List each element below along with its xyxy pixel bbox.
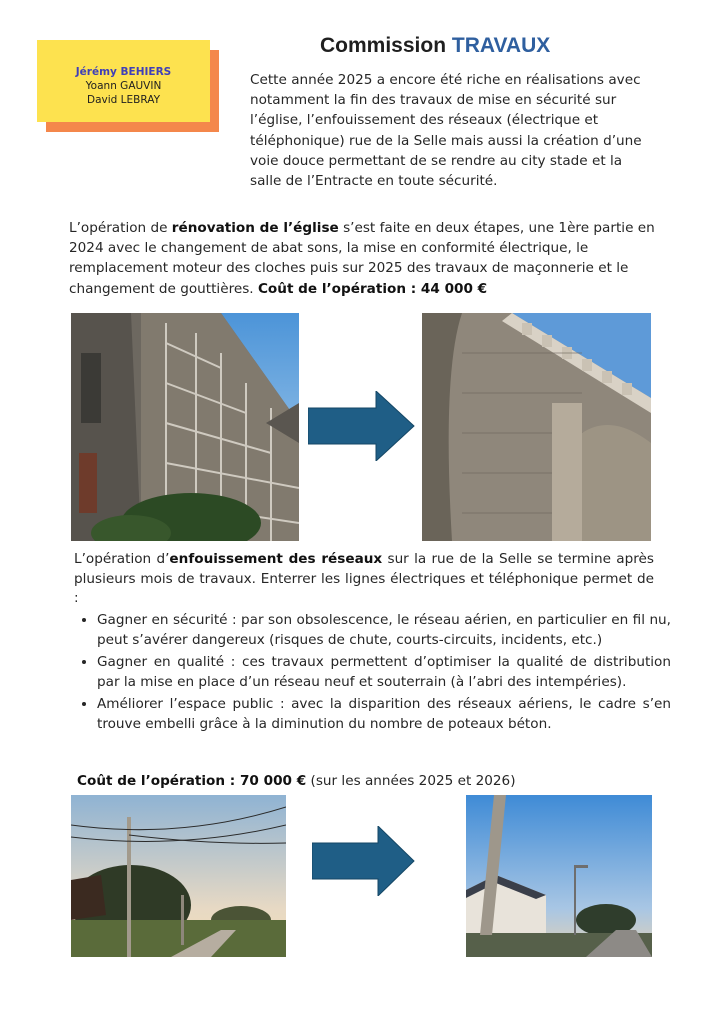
card-member-name: David LEBRAY xyxy=(87,94,160,106)
networks-cost-amount: Coût de l’opération : 70 000 € xyxy=(77,773,307,789)
church-text-start: L’opération de xyxy=(69,220,172,236)
church-highlight: rénovation de l’église xyxy=(171,220,339,236)
networks-text-start: L’opération d’ xyxy=(74,551,170,567)
arrow-right-icon xyxy=(312,826,416,896)
list-item: • Gagner en qualité : ces travaux permettent d’optimiser la qualité de distribution par la mise en place d’un réseau neuf et souterrain (à l’abri des intempéries). xyxy=(97,653,671,692)
church-after-photo xyxy=(422,313,651,541)
card-lead-name: Jérémy BEHIERS xyxy=(75,66,172,78)
networks-cost xyxy=(77,772,657,792)
networks-paragraph xyxy=(74,550,654,609)
networks-cost-note: (sur les années 2025 et 2026) xyxy=(306,773,516,789)
intro-paragraph: Cette année 2025 a encore été riche en réalisations avec notamment la fin des travaux de mise en sécurité sur l’église, l’enfouissement des réseaux (électrique et téléphonique) rue de la Selle mais aussi la création d’une voie douce permettant de se rendre au city stade et la salle de l’Entracte en toute sécurité. xyxy=(250,72,642,190)
title-prefix: Commission xyxy=(320,34,447,57)
title-accent: TRAVAUX xyxy=(451,34,551,57)
name-card xyxy=(37,40,210,122)
road-after-photo xyxy=(466,795,652,957)
church-before-photo xyxy=(71,313,299,541)
networks-highlight: enfouissement des réseaux xyxy=(169,551,383,567)
road-before-photo xyxy=(71,795,286,957)
card-member-name: Yoann GAUVIN xyxy=(85,80,162,92)
church-text-rest: s’est faite en deux étapes, une 1ère partie en 2024 avec le changement de abat sons, la mise en conformité électrique, le remplacement moteur des cloches puis sur 2025 des travaux de maçonnerie et le changement de gouttières. xyxy=(69,220,655,297)
church-paragraph xyxy=(69,218,657,299)
benefits-list xyxy=(80,611,671,738)
list-item: • Améliorer l’espace public : avec la disparition des réseaux aériens, le cadre s’en trouve embelli grâce à la diminution du nombre de poteaux béton. xyxy=(97,695,671,734)
arrow-right-icon xyxy=(308,391,416,461)
page-title xyxy=(320,34,550,58)
list-item: • Gagner en sécurité : par son obsolescence, le réseau aérien, en particulier en fil nu, peut s’avérer dangereux (risques de chute, courts-circuits, incidents, etc.) xyxy=(97,611,671,650)
networks-text-rest: sur la rue de la Selle se termine après plusieurs mois de travaux. Enterrer les lignes électriques et téléphonique permet de : xyxy=(74,551,655,607)
church-cost: Coût de l’opération : 44 000 € xyxy=(257,280,488,297)
